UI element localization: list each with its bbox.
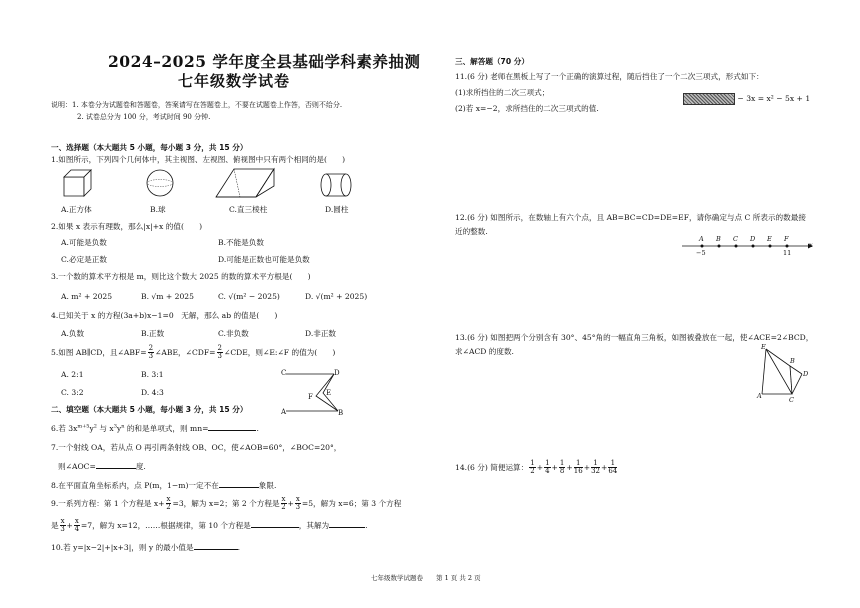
q14-frac-1: $\frac{1}{2}$ bbox=[530, 459, 535, 476]
q6-part-b: y bbox=[89, 424, 94, 433]
q10-text: 10.若 y=|x−2|+|x+3|，则 y 的最小值是 . bbox=[51, 543, 240, 552]
exam-note-1: 说明：1. 本卷分为试题卷和答题卷，答案请写在答题卷上，不要在试题卷上作答，否则不给分. bbox=[51, 101, 343, 109]
q14-frac-4: $\frac{1}{16}$ bbox=[573, 459, 583, 476]
q6-part-a: 6.若 3x bbox=[51, 424, 78, 433]
q9-part-c: =5，解为 x=6；第 3 个方程 bbox=[301, 498, 402, 508]
q5-fraction-2 bbox=[217, 345, 223, 361]
q3-option-d: D. √(m² + 2025) bbox=[305, 292, 368, 301]
q4-option-c: C.非负数 bbox=[218, 329, 249, 338]
section-choice-heading: 一、选择题（本大题共 5 小题，每小题 3 分，共 15 分） bbox=[51, 143, 248, 152]
q12-label-x: x bbox=[809, 241, 813, 249]
q9-solution-blank[interactable] bbox=[329, 519, 368, 530]
q1-option-b: B.球 bbox=[150, 205, 166, 214]
q12-tick-minus5: −5 bbox=[696, 249, 706, 257]
q7-text-a: 7.一个射线 OA，若从点 O 再引两条射线 OB、OC，使∠AOB=60°，∠BOC=20°， bbox=[51, 443, 342, 452]
q13-label-a: A bbox=[757, 392, 762, 400]
q10-answer-blank[interactable] bbox=[194, 541, 238, 550]
sphere-figure bbox=[145, 168, 175, 198]
q4-option-a: A.负数 bbox=[61, 329, 85, 338]
q5-label-c: C bbox=[281, 369, 287, 377]
q1-option-c: C.直三棱柱 bbox=[229, 205, 268, 214]
q4-option-b: B.正数 bbox=[141, 329, 165, 338]
q5-option-d: D. 4:3 bbox=[141, 388, 164, 397]
q3-option-a: A. m² + 2025 bbox=[61, 292, 113, 301]
q5-label-b: B bbox=[338, 409, 344, 417]
q2-option-a: A.可能是负数 bbox=[61, 238, 107, 247]
q12-label-d: D bbox=[750, 235, 756, 243]
q14-frac-3: $\frac{1}{8}$ bbox=[559, 459, 565, 476]
q14-stem: 14.(6 分) 简便运算： bbox=[455, 462, 529, 472]
q5-frac2-num: 2 bbox=[217, 344, 222, 352]
q2-option-b: B.不能是负数 bbox=[218, 238, 264, 247]
q14-text: 14.(6 分) 简便运算： $\frac{1}{2}$ + $\frac{1}{4}$ + $\frac{1}{8}$ + $\frac{1}{16}$ + $\frac{1}{32}$ + $\frac{1}{64}$ bbox=[455, 459, 618, 476]
q7-answer-blank[interactable] bbox=[96, 460, 136, 469]
exam-note-2: 2. 试卷总分为 100 分，考试时间 90 分钟. bbox=[77, 113, 211, 121]
q7-part-end: 度. bbox=[135, 462, 146, 471]
q1-stem: 1.如图所示，下列四个几何体中，其主视图、左视图、俯视图中只有两个相同的是( ) bbox=[51, 155, 346, 164]
q14-frac-6: $\frac{1}{64}$ bbox=[608, 459, 618, 476]
q14-frac-5: $\frac{1}{32}$ bbox=[591, 459, 600, 476]
q9-fraction-x-3: $\frac{x}{3}$ bbox=[295, 495, 301, 512]
section-answer-heading: 三、解答题（70 分） bbox=[455, 57, 529, 66]
page-footer: 七年级数学试题卷 第 1 页 共 2 页 bbox=[371, 574, 481, 582]
q9-part-f: ，其解为 bbox=[298, 520, 330, 530]
q7-text-b bbox=[58, 460, 146, 471]
q11-part-1: (1)求所挡住的二次三项式； bbox=[455, 88, 550, 97]
q12-label-c: C bbox=[733, 235, 738, 243]
q13-label-d: D bbox=[803, 370, 809, 378]
q5-stem-part-c: ∠CDE，则∠E:∠F 的值为( ) bbox=[223, 347, 336, 357]
cylinder-figure bbox=[318, 172, 354, 198]
q1-option-d: D.圆柱 bbox=[325, 205, 349, 214]
q9-part-a: 9.一系列方程：第 1 个方程是 x+ bbox=[51, 498, 165, 508]
q8-text bbox=[51, 479, 276, 490]
q12-label-f: F bbox=[784, 235, 789, 243]
q13-label-e: E bbox=[761, 343, 766, 351]
q5-label-f: F bbox=[308, 393, 313, 401]
q5-stem-part-a: 5.如图 AB∥CD，且∠ABF= bbox=[51, 347, 147, 357]
q6-sup-3: 3 bbox=[113, 423, 117, 430]
q12-label-b: B bbox=[716, 235, 721, 243]
cube-figure bbox=[62, 168, 94, 198]
q13-stem-line2: 求∠ACD 的度数. bbox=[455, 347, 514, 356]
q4-option-d: D.非正数 bbox=[305, 329, 337, 338]
q8-part-b: 象限. bbox=[258, 481, 277, 490]
q11-expression bbox=[683, 93, 810, 105]
q6-part-e: 的和是单项式，则 mn= bbox=[124, 424, 209, 433]
q7-part-b: 则∠AOC= bbox=[58, 462, 96, 471]
section-fill-heading: 二、填空题（本大题共 5 小题，每小题 3 分，共 15 分） bbox=[51, 405, 248, 414]
q9-part-b: =3，解为 x=2；第 2 个方程是 bbox=[172, 498, 280, 508]
q9-part-d: 是 bbox=[51, 520, 59, 530]
q6-part-d: y bbox=[116, 424, 122, 433]
q9-equation-blank[interactable] bbox=[251, 519, 299, 528]
q5-option-b: B. 3:1 bbox=[141, 370, 164, 379]
q12-stem-line2: 近的整数. bbox=[455, 227, 488, 236]
q5-stem bbox=[51, 345, 335, 361]
q6-part-c: 与 x bbox=[96, 424, 114, 433]
q4-stem: 4.已知关于 x 的方程(3a+b)x−1=0 无解，那么 ab 的值是( ) bbox=[51, 311, 278, 320]
exam-subtitle: 七年级数学试卷 bbox=[178, 72, 291, 90]
q9-fraction-x-3b: $\frac{x}{3}$ bbox=[60, 517, 65, 534]
q8-part-a: 8.在平面直角坐标系内，点 P(m，1−m)一定不在 bbox=[51, 481, 219, 490]
q12-label-e: E bbox=[767, 235, 772, 243]
q5-frac1-num: 2 bbox=[148, 344, 154, 352]
q14-frac-2: $\frac{1}{4}$ bbox=[545, 459, 550, 476]
q5-fraction-1 bbox=[148, 345, 154, 361]
triangular-prism-figure bbox=[214, 166, 276, 200]
q12-tick-11: 11 bbox=[783, 249, 792, 257]
q2-stem: 2.如果 x 表示有理数，那么|x|+x 的值( ) bbox=[51, 222, 203, 231]
q11-part-2: (2)若 x=−2，求所挡住的二次三项式的值. bbox=[455, 104, 599, 113]
q9-text-line2: 是 $\frac{x}{3}$ + $\frac{x}{4}$ =7，解为 x=12，……根据规律，第 10 个方程是 ，其解为 . bbox=[51, 517, 368, 534]
q9-fraction-x-2: $\frac{x}{2}$ bbox=[166, 495, 171, 512]
q6-sup-4: n bbox=[121, 423, 125, 430]
q13-label-c: C bbox=[789, 396, 794, 404]
q1-option-a: A.正方体 bbox=[61, 205, 92, 214]
q10-part-a: 10.若 y=|x−2|+|x+3|，则 y 的最小值是 bbox=[51, 543, 194, 552]
q8-answer-blank[interactable] bbox=[219, 479, 259, 488]
q5-stem-part-b: ∠ABE，∠CDF= bbox=[155, 347, 216, 357]
q6-answer-blank[interactable] bbox=[208, 422, 256, 431]
q13-stem-line1: 13.(6 分) 如图把两个分别含有 30°、45°角的一幅直角三角板，如图被叠放在一起，使∠ACE=2∠BCD， bbox=[455, 333, 814, 342]
q9-fraction-x-2b: $\frac{x}{2}$ bbox=[281, 495, 286, 512]
q6-sup-1: m+5 bbox=[77, 423, 90, 430]
q2-option-d: D.可能是正数也可能是负数 bbox=[218, 255, 310, 264]
q5-option-a: A. 2:1 bbox=[61, 370, 84, 379]
q11-stem: 11.(6 分) 老师在黑板上写了一个正确的演算过程，随后挡住了一个二次三项式，形式如下： bbox=[455, 72, 764, 81]
q5-label-d: D bbox=[334, 369, 340, 377]
q6-sup-2: 2 bbox=[93, 423, 97, 430]
exam-title: 2024–2025 学年度全县基础学科素养抽测 bbox=[108, 52, 421, 71]
q11-expression-text: − 3x = x² − 5x + 1 bbox=[737, 94, 811, 103]
q9-part-g: . bbox=[365, 520, 368, 530]
q6-text: 6.若 $3x^{m+5}y^2$ 与 $x^3y^n$ 的和是单项式，则 mn= . bbox=[51, 423, 259, 433]
q3-option-b: B. √m + 2025 bbox=[141, 292, 194, 301]
q12-stem-line1: 12.(6 分) 如图所示，在数轴上有六个点，且 AB=BC=CD=DE=EF，请你确定与点 C 所表示的数最接 bbox=[455, 213, 806, 222]
q5-frac2-den: 3 bbox=[217, 352, 222, 361]
q5-label-e: E bbox=[326, 389, 332, 397]
q2-option-c: C.必定是正数 bbox=[61, 255, 107, 264]
q13-label-b: B bbox=[790, 357, 795, 365]
q9-fraction-x-4: $\frac{x}{4}$ bbox=[74, 517, 80, 534]
q3-option-c: C. √(m² − 2025) bbox=[218, 292, 280, 301]
q9-part-e: =7，解为 x=12，……根据规律，第 10 个方程是 bbox=[80, 520, 251, 530]
q5-frac1-den: 3 bbox=[148, 352, 154, 361]
q5-option-c: C. 3:2 bbox=[61, 388, 84, 397]
q12-label-a: A bbox=[699, 235, 704, 243]
q11-hidden-block bbox=[683, 93, 735, 105]
q9-text-line1: 9.一系列方程：第 1 个方程是 x+ $\frac{x}{2}$ =3，解为 x=2；第 2 个方程是 $\frac{x}{2}$ + $\frac{x}{3}$ =5，解为 x=6；第 3 个方程 bbox=[51, 495, 402, 512]
q5-label-a: A bbox=[281, 408, 287, 416]
q3-stem: 3.一个数的算术平方根是 m，则比这个数大 2025 的数的算术平方根是( ) bbox=[51, 272, 311, 281]
